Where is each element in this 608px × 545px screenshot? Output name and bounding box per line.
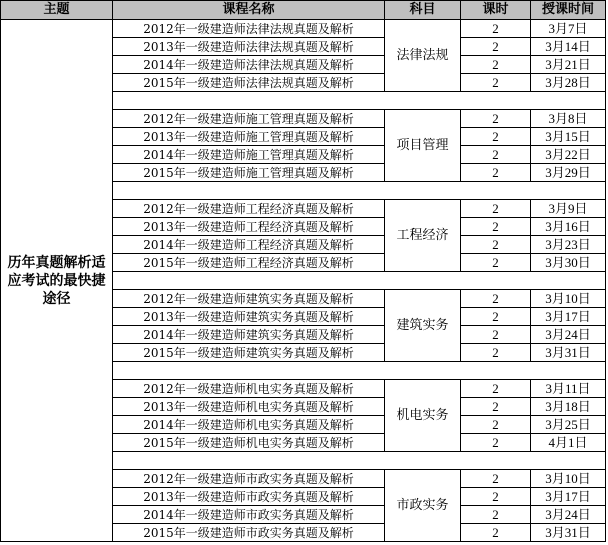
hours-cell[interactable]: 2 (461, 524, 531, 542)
course-cell[interactable]: 2012年一级建造师工程经济真题及解析 (113, 200, 385, 218)
date-cell[interactable]: 3月16日 (531, 218, 606, 236)
blank-cell[interactable] (385, 362, 461, 380)
course-cell[interactable]: 2013年一级建造师工程经济真题及解析 (113, 218, 385, 236)
course-cell[interactable]: 2012年一级建造师机电实务真题及解析 (113, 380, 385, 398)
theme-cell[interactable]: 历年真题解析适应考试的最快捷途径 (1, 20, 113, 542)
date-cell[interactable]: 3月24日 (531, 326, 606, 344)
blank-cell[interactable] (385, 452, 461, 470)
header-course-name[interactable]: 课程名称 (113, 1, 385, 20)
blank-cell[interactable] (531, 182, 606, 200)
date-cell[interactable]: 3月29日 (531, 164, 606, 182)
blank-cell[interactable] (461, 92, 531, 110)
course-cell[interactable]: 2015年一级建造师市政实务真题及解析 (113, 524, 385, 542)
subject-cell[interactable]: 机电实务 (385, 380, 461, 452)
date-cell[interactable]: 3月17日 (531, 488, 606, 506)
hours-cell[interactable]: 2 (461, 236, 531, 254)
date-cell[interactable]: 3月23日 (531, 236, 606, 254)
hours-cell[interactable]: 2 (461, 254, 531, 272)
hours-cell[interactable]: 2 (461, 20, 531, 38)
table-body (1, 20, 606, 542)
blank-cell[interactable] (113, 272, 385, 290)
date-cell[interactable]: 3月14日 (531, 38, 606, 56)
hours-cell[interactable]: 2 (461, 128, 531, 146)
date-cell[interactable]: 3月31日 (531, 344, 606, 362)
course-cell[interactable]: 2012年一级建造师法律法规真题及解析 (113, 20, 385, 38)
blank-cell[interactable] (461, 362, 531, 380)
blank-cell[interactable] (385, 92, 461, 110)
date-cell[interactable]: 3月24日 (531, 506, 606, 524)
course-cell[interactable]: 2015年一级建造师建筑实务真题及解析 (113, 344, 385, 362)
subject-cell[interactable]: 建筑实务 (385, 290, 461, 362)
course-cell[interactable]: 2014年一级建造师建筑实务真题及解析 (113, 326, 385, 344)
hours-cell[interactable]: 2 (461, 380, 531, 398)
hours-cell[interactable]: 2 (461, 290, 531, 308)
course-cell[interactable]: 2015年一级建造师机电实务真题及解析 (113, 434, 385, 452)
blank-cell[interactable] (113, 452, 385, 470)
blank-cell[interactable] (531, 92, 606, 110)
course-cell[interactable]: 2014年一级建造师工程经济真题及解析 (113, 236, 385, 254)
blank-cell[interactable] (113, 182, 385, 200)
date-cell[interactable]: 3月28日 (531, 74, 606, 92)
course-cell[interactable]: 2013年一级建造师市政实务真题及解析 (113, 488, 385, 506)
blank-cell[interactable] (461, 272, 531, 290)
date-cell[interactable]: 3月31日 (531, 524, 606, 542)
subject-cell[interactable]: 项目管理 (385, 110, 461, 182)
hours-cell[interactable]: 2 (461, 110, 531, 128)
table-row (1, 20, 606, 38)
hours-cell[interactable]: 2 (461, 398, 531, 416)
header-subject[interactable]: 科目 (385, 1, 461, 20)
hours-cell[interactable]: 2 (461, 308, 531, 326)
subject-cell[interactable]: 法律法规 (385, 20, 461, 92)
blank-cell[interactable] (531, 272, 606, 290)
hours-cell[interactable]: 2 (461, 146, 531, 164)
date-cell[interactable]: 3月9日 (531, 200, 606, 218)
course-cell[interactable]: 2015年一级建造师工程经济真题及解析 (113, 254, 385, 272)
course-cell[interactable]: 2013年一级建造师法律法规真题及解析 (113, 38, 385, 56)
date-cell[interactable]: 3月25日 (531, 416, 606, 434)
hours-cell[interactable]: 2 (461, 506, 531, 524)
hours-cell[interactable]: 2 (461, 74, 531, 92)
hours-cell[interactable]: 2 (461, 56, 531, 74)
blank-cell[interactable] (385, 272, 461, 290)
hours-cell[interactable]: 2 (461, 344, 531, 362)
course-cell[interactable]: 2012年一级建造师施工管理真题及解析 (113, 110, 385, 128)
date-cell[interactable]: 3月10日 (531, 470, 606, 488)
blank-cell[interactable] (531, 452, 606, 470)
date-cell[interactable]: 3月8日 (531, 110, 606, 128)
course-cell[interactable]: 2015年一级建造师施工管理真题及解析 (113, 164, 385, 182)
hours-cell[interactable]: 2 (461, 200, 531, 218)
date-cell[interactable]: 3月30日 (531, 254, 606, 272)
header-row (1, 1, 606, 20)
date-cell[interactable]: 3月22日 (531, 146, 606, 164)
hours-cell[interactable]: 2 (461, 434, 531, 452)
header-hours[interactable]: 课时 (461, 1, 531, 20)
blank-cell[interactable] (531, 362, 606, 380)
date-cell[interactable]: 3月21日 (531, 56, 606, 74)
course-cell[interactable]: 2012年一级建造师建筑实务真题及解析 (113, 290, 385, 308)
course-cell[interactable]: 2015年一级建造师法律法规真题及解析 (113, 74, 385, 92)
course-cell[interactable]: 2013年一级建造师建筑实务真题及解析 (113, 308, 385, 326)
hours-cell[interactable]: 2 (461, 470, 531, 488)
hours-cell[interactable]: 2 (461, 218, 531, 236)
blank-cell[interactable] (461, 452, 531, 470)
date-cell[interactable]: 3月10日 (531, 290, 606, 308)
course-cell[interactable]: 2014年一级建造师机电实务真题及解析 (113, 416, 385, 434)
subject-cell[interactable]: 市政实务 (385, 470, 461, 542)
course-cell[interactable]: 2013年一级建造师机电实务真题及解析 (113, 398, 385, 416)
hours-cell[interactable]: 2 (461, 488, 531, 506)
hours-cell[interactable]: 2 (461, 38, 531, 56)
hours-cell[interactable]: 2 (461, 326, 531, 344)
date-cell[interactable]: 3月18日 (531, 398, 606, 416)
course-cell[interactable]: 2014年一级建造师法律法规真题及解析 (113, 56, 385, 74)
course-cell[interactable]: 2014年一级建造师市政实务真题及解析 (113, 506, 385, 524)
course-cell[interactable]: 2013年一级建造师施工管理真题及解析 (113, 128, 385, 146)
subject-cell[interactable]: 工程经济 (385, 200, 461, 272)
blank-cell[interactable] (385, 182, 461, 200)
blank-cell[interactable] (113, 92, 385, 110)
hours-cell[interactable]: 2 (461, 164, 531, 182)
date-cell[interactable]: 3月17日 (531, 308, 606, 326)
course-cell[interactable]: 2012年一级建造师市政实务真题及解析 (113, 470, 385, 488)
blank-cell[interactable] (113, 362, 385, 380)
date-cell[interactable]: 3月11日 (531, 380, 606, 398)
header-theme[interactable]: 主题 (1, 1, 113, 20)
header-date[interactable]: 授课时间 (531, 1, 606, 20)
date-cell[interactable]: 4月1日 (531, 434, 606, 452)
date-cell[interactable]: 3月15日 (531, 128, 606, 146)
hours-cell[interactable]: 2 (461, 416, 531, 434)
course-cell[interactable]: 2014年一级建造师施工管理真题及解析 (113, 146, 385, 164)
date-cell[interactable]: 3月7日 (531, 20, 606, 38)
blank-cell[interactable] (461, 182, 531, 200)
